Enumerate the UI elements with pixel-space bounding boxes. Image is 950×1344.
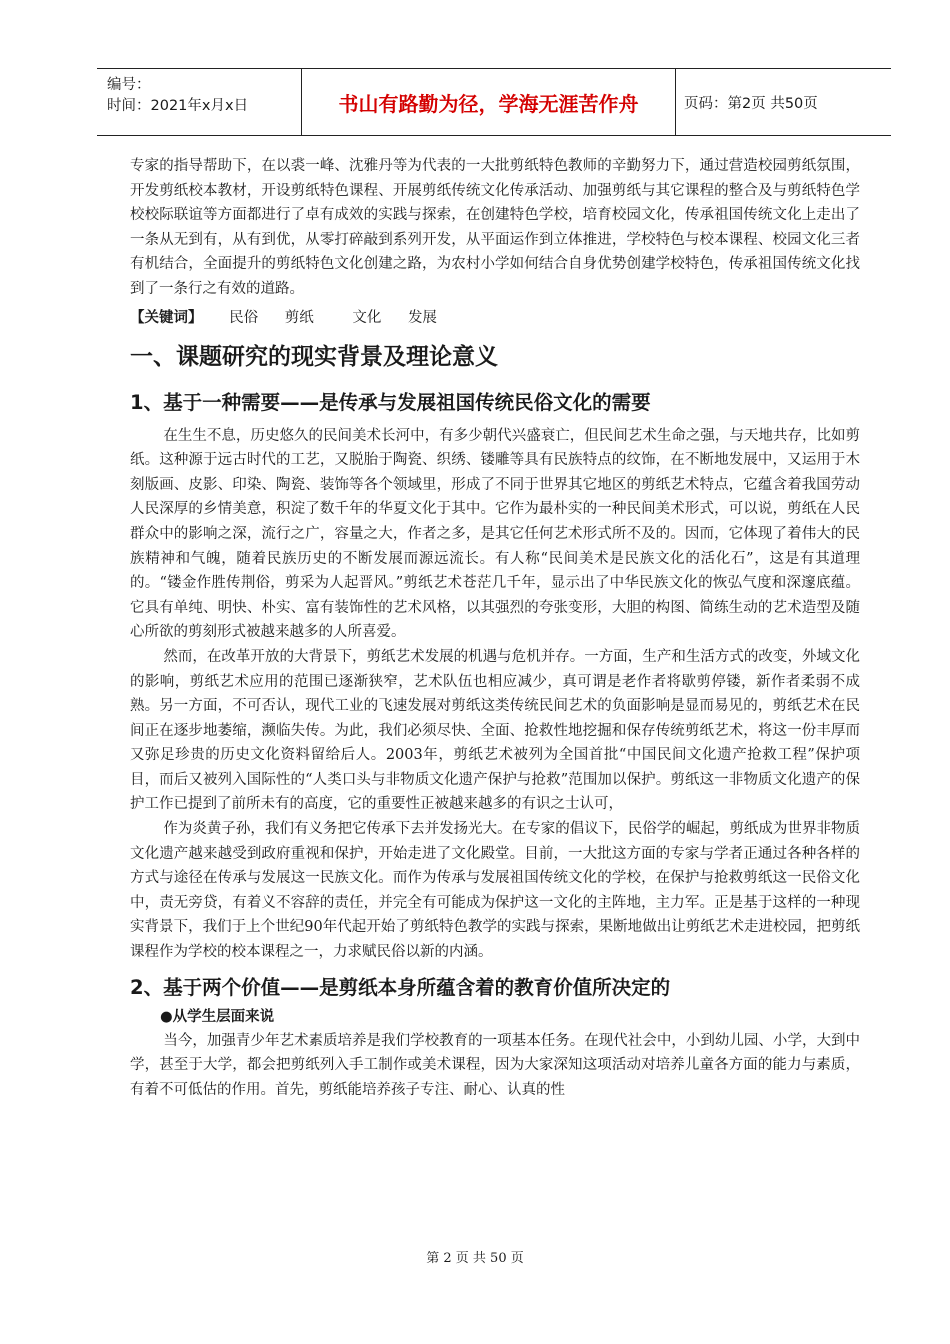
- number-label: 编号：: [107, 77, 151, 93]
- subsection-heading: 2、基于两个价值——是剪纸本身所蕴含着的教育价值所决定的: [130, 975, 671, 999]
- keyword-item: 发展: [407, 309, 437, 326]
- keyword-item: 文化: [352, 309, 382, 326]
- bullet-heading: ●从学生层面来说: [160, 1008, 275, 1025]
- page-header: [97, 68, 891, 136]
- body-paragraph: 作为炎黄子孙，我们有义务把它传承下去并发扬光大。在专家的倡议下，民俗学的崛起，剪纸成为世界非物质文化遗产越来越受到政府重视和保护，开始走进了文化殿堂。目前，一大批这方面的专家与学者正通过各种各样的方式与途径在传承与发展这一民族文化。而作为传承与发展祖国传统文化的学校，在保护与抢救剪纸这一民俗文化中，责无旁贷，有着义不容辞的责任，并完全有可能成为保护这一文化的主阵地，主力军。正是基于这样的一种现实背景下，我们于上个世纪90年代起开始了剪纸特色教学的实践与探索，果断地做出让剪纸艺术走进校园，把剪纸课程作为学校的校本课程之一，力求赋民俗以新的内涵。: [130, 821, 860, 961]
- body-paragraph: 当今，加强青少年艺术素质培养是我们学校教育的一项基本任务。在现代社会中，小到幼儿园、小学，大到中学，甚至于大学，都会把剪纸列入手工制作或美术课程，因为大家深知这项活动对培养儿童各方面的能力与素质，有着不可低估的作用。首先，剪纸能培养孩子专注、耐心、认真的性: [130, 1032, 860, 1098]
- page-footer: 第 2 页 共 50 页: [426, 1251, 524, 1266]
- body-paragraph: 在生生不息，历史悠久的民间美术长河中，有多少朝代兴盛衰亡，但民间艺术生命之强，与天地共存，比如剪纸。这种源于远古时代的工艺，又脱胎于陶瓷、织绣、镂雕等具有民族特点的纹饰，在不断地发展中，又运用于木刻版画、皮影、印染、陶瓷、装饰等各个领域里，形成了不同于世界其它地区的剪纸艺术特点，它蕴含着我国劳动人民深厚的乡情美意，积淀了数千年的华夏文化于其中。它作为最朴实的一种民间美术形式，可以说，剪纸在人民群众中的影响之深，流行之广，容量之大，作者之多，是其它任何艺术形式所不及的。因而，它体现了着伟大的民族精神和气魄，随着民族历史的不断发展而源远流长。有人称“民间美术是民族文化的活化石”，这是有其道理的。“镂金作胜传荆俗，剪采为人起晋风。”剪纸艺术苍茫几千年，显示出了中华民族文化的恢弘气度和深邃底蕴。它具有单纯、明快、朴实、富有装饰性的艺术风格，以其强烈的夸张变形，大胆的构图、简练生动的艺术造型及随心所欲的剪刻形式被越来越多的人所喜爱。: [130, 427, 860, 641]
- keyword-item: 民俗: [229, 309, 259, 326]
- subsection-heading: 1、基于一种需要——是传承与发展祖国传统民俗文化的需要: [130, 390, 651, 414]
- keywords-label: 【关键词】: [130, 309, 203, 326]
- intro-paragraph: 专家的指导帮助下，在以裘一峰、沈雅丹等为代表的一大批剪纸特色教师的辛勤努力下，通过营造校园剪纸氛围，开发剪纸校本教材，开设剪纸特色课程、开展剪纸传统文化传承活动、加强剪纸与其它课程的整合及与剪纸特色学校校际联谊等方面都进行了卓有成效的实践与探索，在创建特色学校，培育校园文化，传承祖国传统文化上走出了一条从无到有，从有到优，从零打碎敲到系列开发，从平面运作到立体推进，学校特色与校本课程、校园文化三者有机结合，全面提升的剪纸特色文化创建之路，为农村小学如何结合自身优势创建学校特色，传承祖国传统文化找到了一条行之有效的道路。: [130, 158, 860, 297]
- header-motto: 书山有路勤为径，学海无涯苦作舟: [302, 69, 676, 135]
- body-paragraph: 然而，在改革开放的大背景下，剪纸艺术发展的机遇与危机并存。一方面，生产和生活方式的改变，外域文化的影响，剪纸艺术应用的范围已逐渐狭窄，艺术队伍也相应减少，真可谓是老作者将歇剪停镂，新作者柔弱不成熟。另一方面，不可否认，现代工业的飞速发展对剪纸这类传统民间艺术的负面影响是显而易见的，剪纸艺术在民间正在逐步地萎缩，濒临失传。为此，我们必须尽快、全面、抢救性地挖掘和保存传统剪纸艺术，将这一份丰厚而又弥足珍贵的历史文化资料留给后人。2003年，剪纸艺术被列为全国首批“中国民间文化遗产抢救工程”保护项目，而后又被列入国际性的“人类口头与非物质文化遗产保护与抢救”范围加以保护。剪纸这一非物质文化遗产的保护工作已提到了前所未有的高度，它的重要性正被越来越多的有识之士认可，: [130, 648, 860, 813]
- keyword-item: 剪纸: [284, 309, 314, 326]
- time-label: 时间：2021年x月x日: [107, 98, 249, 114]
- header-page-info: 页码：第2页 共50页: [684, 95, 818, 112]
- document-body: [130, 154, 860, 1102]
- keywords-line: [130, 306, 860, 330]
- header-meta-cell: [97, 69, 302, 135]
- section-heading: 一、课题研究的现实背景及理论意义: [130, 343, 498, 370]
